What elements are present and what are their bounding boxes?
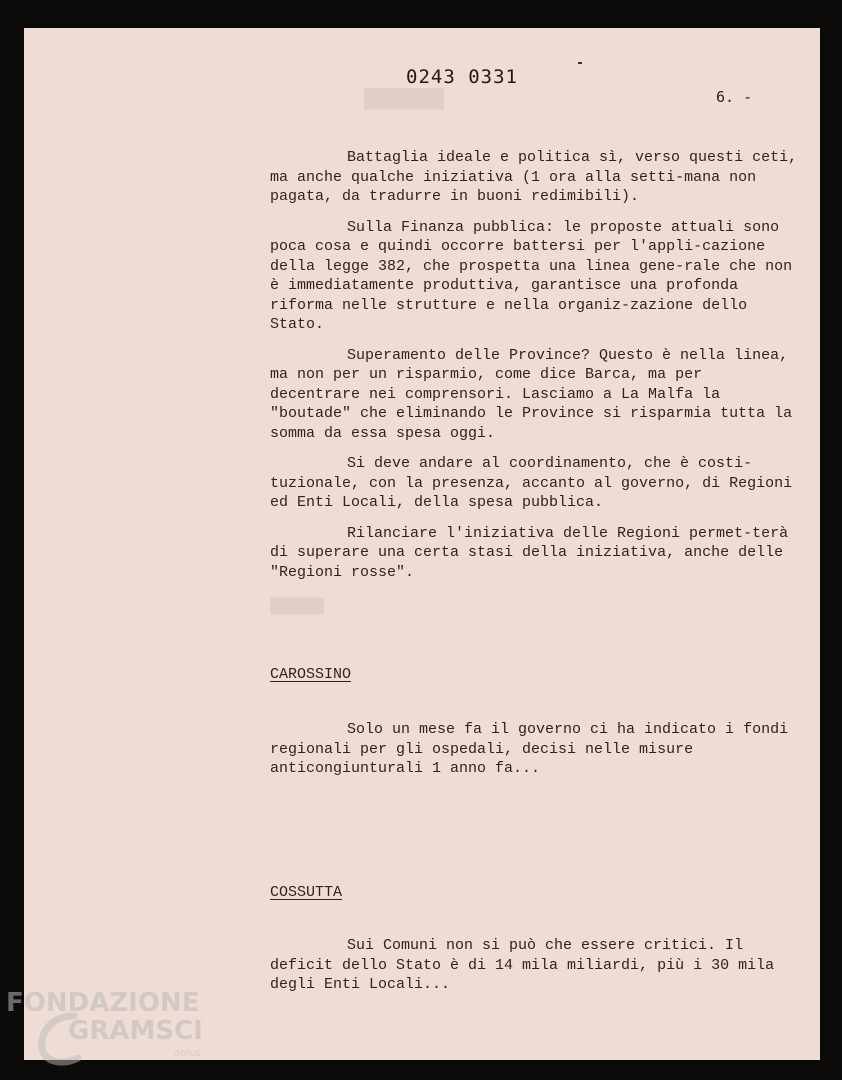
logo-text-line1: FONDAZIONE (6, 988, 200, 1018)
logo-text-line2: GRAMSCI (68, 1016, 203, 1046)
paragraph: Sulla Finanza pubblica: le proposte attuali sono poca cosa e quindi occorre battersi per l'appli-cazione della legge 382, che prospetta una linea gene-rale che non è immediatamente produttiva, garantisce una profonda riforma nelle strutture e nella organiz-zazione dello Stato. (270, 218, 802, 333)
archive-code: 0243 0331 (406, 66, 518, 88)
logo-suffix: onlus (174, 1048, 201, 1059)
carossino-text-block (270, 720, 800, 790)
speaker-heading-cossutta: COSSUTTA (270, 884, 343, 901)
bleed-through-mark: ███████ (364, 88, 444, 110)
paragraph: Battaglia ideale e politica sì, verso questi ceti, ma anche qualche iniziativa (1 ora alla setti-mana non pagata, da tradurre in buoni redimibili). (270, 149, 807, 205)
page-number: 6. - (716, 88, 753, 106)
paragraph: Rilanciare l'iniziativa delle Regioni permet-terà di superare una certa stasi della iniziativa, anche delle "Regioni rosse". (270, 524, 798, 581)
paragraph: Sui Comuni non si può che essere critici. Il deficit dello Stato è di 14 mila miliardi, più i 30 mila degli Enti Locali... (270, 937, 784, 993)
paragraph: Solo un mese fa il governo ci ha indicato i fondi regionali per gli ospedali, decisi nelle misure anticongiunturali 1 anno fa... (270, 721, 798, 777)
ink-mark (578, 62, 582, 64)
speaker-heading-carossino: CAROSSINO (270, 666, 352, 683)
paragraph: Si deve andare al coordinamento, che è costi-tuzionale, con la presenza, accanto al governo, di Regioni ed Enti Locali, della spesa pubblica. (270, 455, 802, 511)
paragraph: Superamento delle Province? Questo è nella linea, ma non per un risparmio, come dice Barca, ma per decentrare nei comprensori. Lasciamo a La Malfa la "boutade" che eliminando le Province si risparmia tutta la somma da essa spesa oggi. (270, 346, 802, 442)
document-page (24, 28, 820, 1060)
bleed-through-mark: ██████ (270, 598, 325, 615)
intro-text-block (270, 148, 807, 593)
cossutta-text-block (270, 936, 800, 1006)
fondazione-gramsci-logo (6, 988, 206, 1068)
